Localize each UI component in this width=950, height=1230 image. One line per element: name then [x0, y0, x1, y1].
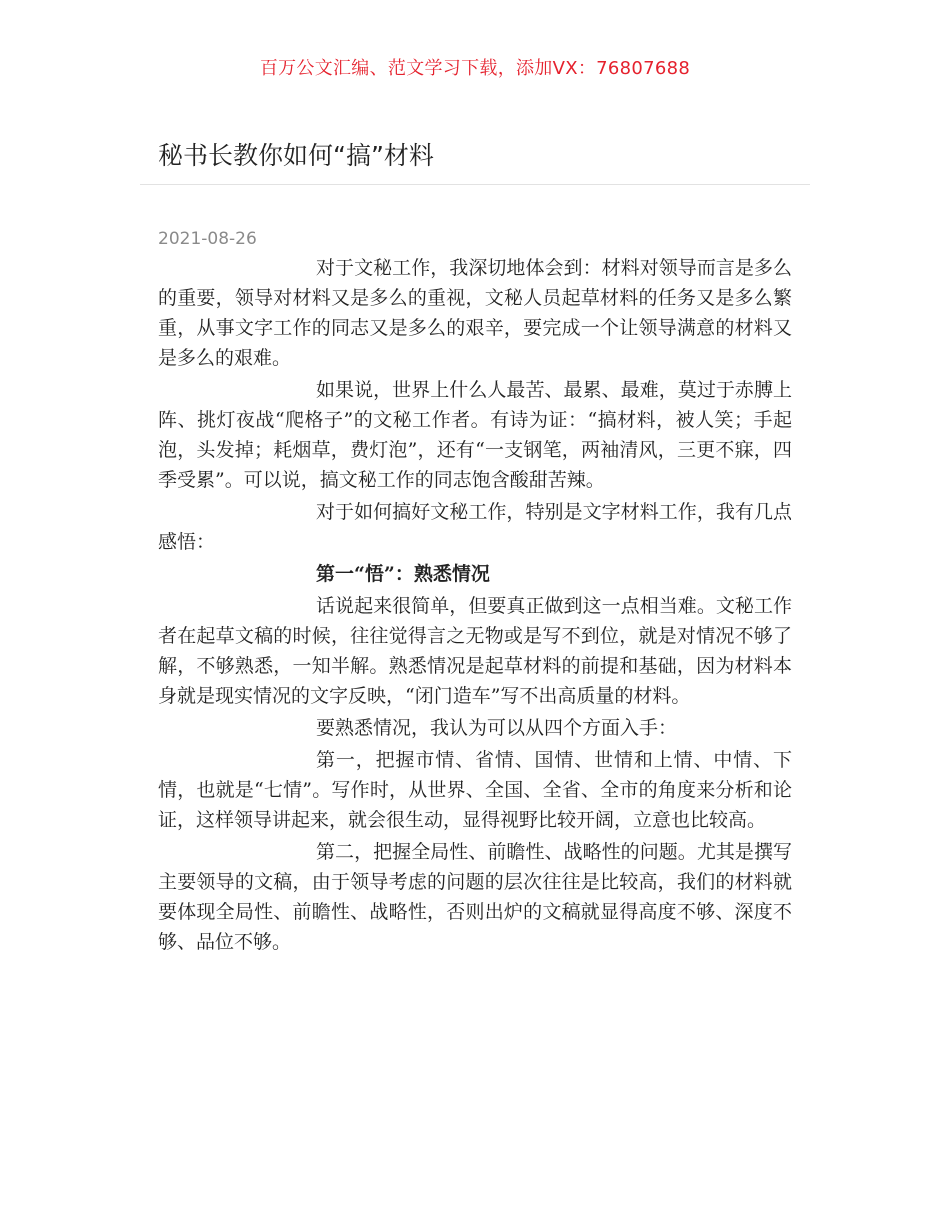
paragraph-intro: 对于文秘工作，我深切地体会到：材料对领导而言是多么的重要，领导对材料又是多么的重视，文秘人员起草材料的任务又是多么繁重，从事文字工作的同志又是多么的艰辛，要完成一个让领导满意的材料又是多么的艰难。 [158, 257, 792, 369]
article-title: 秘书长教你如何“搞”材料 [158, 141, 434, 170]
paragraph-familiarity: 话说起来很简单，但要真正做到这一点相当难。文秘工作者在起草文稿的时候，往往觉得言之无物或是写不到位，就是对情况不够了解，不够熟悉，一知半解。熟悉情况是起草材料的前提和基础，因为材料本身就是现实情况的文字反映，“闭门造车”写不出高质量的材料。 [158, 595, 792, 707]
title-divider [140, 184, 810, 185]
article-body [158, 253, 792, 959]
paragraph-point-one: 第一，把握市情、省情、国情、世情和上情、中情、下情，也就是“七情”。写作时，从世界、全国、全省、全市的角度来分析和论证，这样领导讲起来，就会很生动，显得视野比较开阔，立意也比较高。 [158, 749, 792, 831]
watermark-banner: 百万公文汇编、范文学习下载，添加VX：76807688 [259, 58, 691, 79]
publish-date: 2021-08-26 [158, 229, 257, 249]
paragraph-four-aspects: 要熟悉情况，我认为可以从四个方面入手： [316, 717, 678, 739]
section-heading-first: 第一“悟”：熟悉情况 [316, 563, 490, 585]
paragraph-hardship: 如果说，世界上什么人最苦、最累、最难，莫过于赤膊上阵、挑灯夜战“爬格子”的文秘工作者。有诗为证：“搞材料，被人笑；手起泡，头发掉；耗烟草，费灯泡”，还有“一支钢笔，两袖清风，三更不寐，四季受累”。可以说，搞文秘工作的同志饱含酸甜苦辣。 [158, 379, 792, 491]
paragraph-insights-intro: 对于如何搞好文秘工作，特别是文字材料工作，我有几点感悟： [158, 501, 792, 553]
paragraph-point-two: 第二，把握全局性、前瞻性、战略性的问题。尤其是撰写主要领导的文稿，由于领导考虑的问题的层次往往是比较高，我们的材料就要体现全局性、前瞻性、战略性，否则出炉的文稿就显得高度不够、深度不够、品位不够。 [158, 841, 792, 953]
